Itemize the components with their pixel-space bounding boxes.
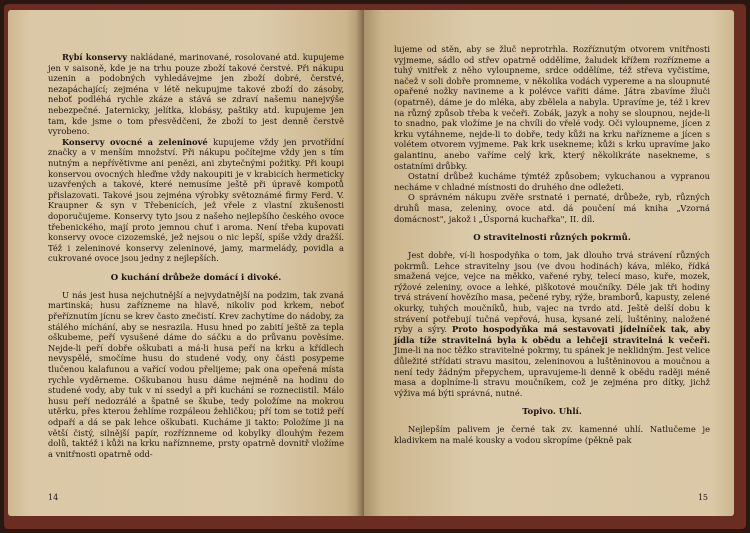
lead-in-bold: Rybí konservy xyxy=(62,52,131,62)
paragraph-goose: U nás jest husa nejchutnější a nejvydatnější na podzim, tak zvaná martinská; husu zařízneme na hlavě, nikoliv pod krkem, neboť přeříznutím jícnu se krev často znečistí. Krev zachytíme do nádoby, za stálého míchání, aby se nesrazila. Husu hned po zabití ještě za tepla oškubeme, peří vysušené dáme do sáčku a do průvanu pověsíme. Nejde-li peří dobře oškubati a má-li husa peří na krku a křídlech nevyspělé, smočíme husu do studené vody, ony části posypeme tlučenou kalafunou a vařící vodou přelijeme; pak ona opeřená místa rychle vyděrneme. Oškubanou husu dáme nejméně na hodinu do studené vody, aby tuk v ní ssedyl a při kuchání se rozneciistil. Málo husu peří nedozrálé a špatně se škube, tedy položíme na mokrou utěrku, přes kterou žehlíme rozpáleou žehličkou; pří tom se totiž peří odpaří a dá se pak lehce oškubati. Kucháme ji takto: Položíme ji na větší čistý, silnější papír, rozříznneme od kobylky dlouhým řezem dolů, taktéž i kůži na krku naříznneme, prsty opatrně dovnitř vložíme a vnitřnosti opatrně odd- xyxy=(48,289,344,459)
paragraph-fruit-preserves: Konservy ovocné a zeleninové kupujeme vždy jen prvotřídní značky a v menším množství. Při nákupu počítejme vždy jen s tím nutným a nepřívětivme ani penězi, ani zbytečnými požitky. Při koupi konservou ovocných hleďme vždy nakoupiti je v krabicích hermeticky uzavřených a takové, které nemusíme ještě při úpravě kompotů přislazovati. Takové jsou zejména výrobky světoznámé firmy Ferd. V. Kraupner & syn v Třebenicích, jež vřele z vlastní zkušenosti doporučujeme. Konservy tyto jsou z našeho nejlepšího českého ovoce třebenického, mají proto jemnou chuť i aroma. Není třeba kupovati konservy ovoce cizozemské, jež nejsou o nic lepší, spíše vždy dražší. Též i zeleninové konservy zeleninové, jamy, marmelády, povidla a cukrované ovoce jsou jedny z nejlepších. xyxy=(48,136,344,264)
right-page xyxy=(364,10,734,516)
digestibility-text-bold: Proto hospodyňka má sestavovati jídelníček tak, aby jídla tíže stravitelná byla k obědu a lehčeji stravitelná k večeři. xyxy=(394,324,711,345)
paragraph-continuation: lujeme od stěn, aby se žluč neprotrhla. Rozříznutým otvorem vnitřnosti vyjmeme, sádlo od střev opatrně oddělíme, žaludek křížem rozřízneme a tuhý vnitřek z něho vyloupneme, srdce oddělíme, též střeva vyčistíme, načež v soli dobře promneme, v několika vodách vypereme a na sloupnuté opařené nožky navineme a k polévce vařiti dáme. Játra zbavíme žluči (opatrně), dáme je do mléka, aby zbělela a nabyla. Upravíme je, též i krev na různý způsob třeba k večeři. Zobák, jazyk a nohy se sloupnou, nejde-li to snadno, pak vložíme je na chvíli do vřelé vody. Oči vyloupneme, jícen z krku vytáhneme, nejde-li to dobře, tedy kůži na krku nařízneme a jícen s volétem otvorem vyjmeme. Pak krk usekneme; kůži s krku upravíme jako galantinu, anebo vaříme celý krk, který několikráte nasekneme, s ostatními drůbky. xyxy=(394,44,710,171)
paragraph-digestibility xyxy=(394,250,710,398)
paragraph-coal: Nejlepším palivem je černé tak zv. kamenné uhlí. Natlučeme je kladivkem na malé kousky a vodou skropíme (pěkně pak xyxy=(394,424,710,445)
page-number-left: 14 xyxy=(48,493,59,502)
digestibility-text-a: Jest dobře, ví-li hospodyňka o tom, jak dlouho trvá strávení různých pokrmů. Lehce stravitelny jsou (ve dvou hodinách) káva, mléko, řídká smažená vejce, vejce na měkko, vařené ryby, telecí maso, kuře, mozek, rýžové zeleniny, ovoce a lehké, piškotové moučníky. Déle jak tři hodiny trvá strávení hovězího masa, pečené ryby, rýže, bramborů, kapusty, zelené okurky, tuhých moučníků, hub, vajec na tvrdo atd. Ještě delší dobu k strávení potřebují tučná vepřová, husa, kysané zelí, luštěniny, naložené ryby a sýry. xyxy=(394,250,710,335)
paragraph-book-reference: O správném nákupu zvěře srstnaté i pernaté, drůbeže, ryb, různých druhů masa, zeleniny, ovoce atd. dá poučení má kniha „Vzorná domácnost", jakož i „Úsporná kuchařka", II. díl. xyxy=(394,192,710,224)
section-heading-digestibility: O stravitelnosti různých pokrmů. xyxy=(473,233,631,244)
digestibility-text-c: Jime-li na noc těžko stravitelné pokrmy, tu spánek je neklidným. Jest velice důležité střídati stravu masitou, zeleninovou a luštěninovou a moučnou a není tedy žádným přepychem, upravujeme-li denně k obědu raději méně masa a doplníme-li stravu moučníkem, což je zejména pro dítky, jichž výživa má býti správná, nutné. xyxy=(394,345,710,398)
paragraph-other-poultry: Ostatní drůbež kucháme týmtéž způsobem; vykuchanou a vypranou necháme v chladné místnosti do druhého dne odležeti. xyxy=(394,171,710,192)
section-heading-fuel: Topivo. Uhlí. xyxy=(522,407,582,418)
page-number-right: 15 xyxy=(697,493,708,502)
lead-in-bold: Konservy ovocné a zeleninové xyxy=(62,136,214,147)
section-heading-poultry: O kuchání drůbeže domácí i divoké. xyxy=(110,272,282,283)
paragraph-fish-preserves: Rybí konservy nakládané, marinované, rosolované atd. kupujeme jen v saisoně, kde je na trhu pouze zboží takové čerstvé. Při nákupu uzenin a podobných vyhledávejme jen zboží dobré, čerstvé, nezapáchající; zejména v létě nekupujme takové zboží do zásoby, neboť podléhá rychle zkáze a stává se zdraví našemu nanejvýše nebezpečné. Jaternicky, jelítka, klobásy, paštiky atd. kupujeme jen tam, kde jsme o tom přesvědčeni, že zboží to jest denně čerstvě vyrobeno. xyxy=(48,52,344,137)
left-page xyxy=(8,10,364,516)
